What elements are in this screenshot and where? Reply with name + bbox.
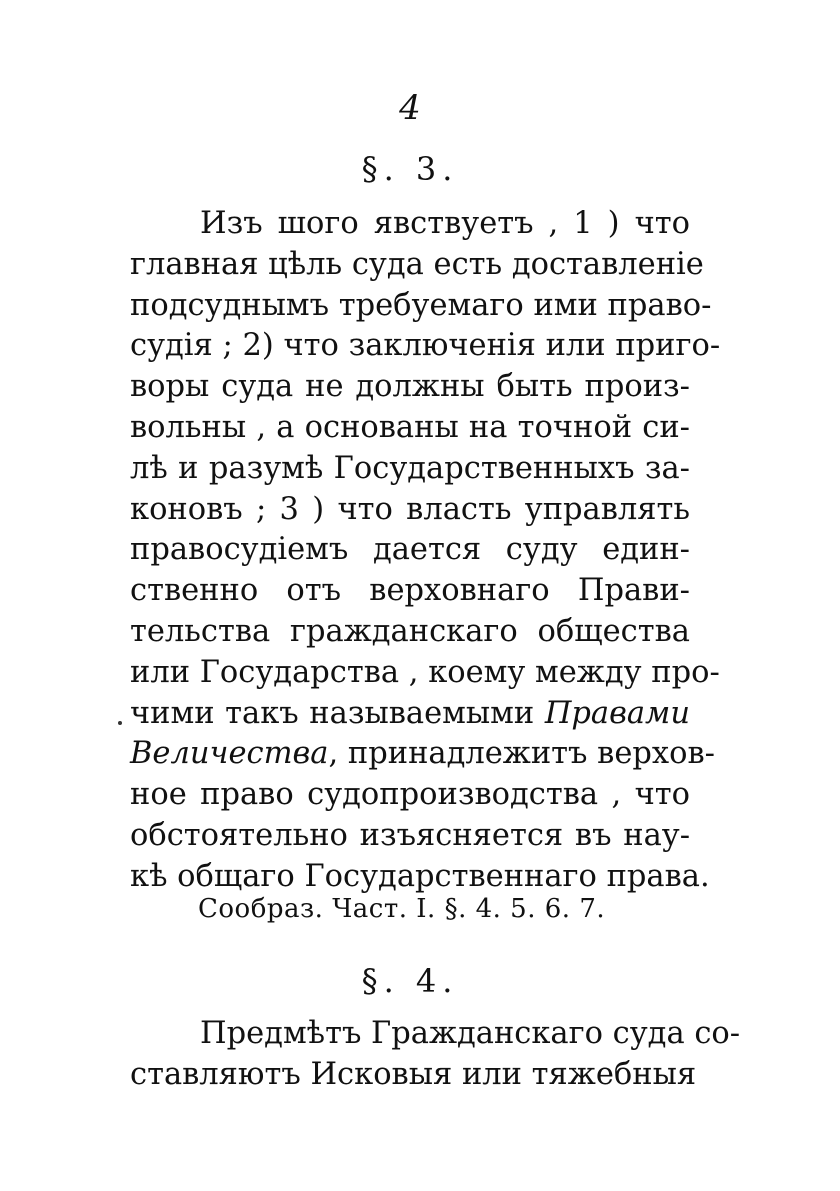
text-line: ственно отъ верховнаго Прави-: [130, 573, 690, 609]
section-4-paragraph: [130, 1014, 741, 1096]
italic-term: Правами: [544, 695, 690, 731]
margin-mark: [118, 721, 122, 725]
text-line: судія ; 2) что заключенія или приго-: [130, 328, 721, 364]
section-3-paragraph: [130, 204, 721, 898]
text-line: коновъ ; 3 ) что власть управлять: [130, 491, 690, 527]
text-line-mixed: [130, 734, 715, 775]
text-line: ное право судопроизводства , что: [130, 777, 690, 813]
text-line: Изъ шого явствуетъ , 1 ) что: [200, 206, 690, 241]
cross-reference: Сообраз. Част. I. §. 4. 5. 6. 7.: [198, 894, 606, 924]
text-line: ставляютъ Исковыя или тяжебныя: [130, 1056, 697, 1092]
text-line: правосудіемъ дается суду един-: [130, 532, 690, 568]
page-number: 4: [399, 88, 421, 128]
text-line: обстоятельно изъясняется въ нау-: [130, 817, 690, 853]
section-heading-3: §. 3.: [361, 150, 459, 188]
text-segment: чими такъ называемыми: [130, 695, 545, 731]
text-line: Предмѣтъ Гражданскаго суда со-: [200, 1016, 741, 1051]
text-segment: , принадлежитъ верхов-: [328, 736, 715, 772]
text-line: подсуднымъ требуемаго ими право-: [130, 287, 712, 323]
section-heading-4: §. 4.: [361, 962, 459, 1000]
text-line: воры суда не должны быть произ-: [130, 369, 690, 405]
text-line-mixed: [130, 694, 690, 735]
italic-term: Величества: [130, 736, 329, 772]
text-line: или Государства , коему между про-: [130, 654, 720, 690]
text-line: вольны , а основаны на точной си-: [130, 409, 690, 445]
text-line: главная цѣль суда есть доставленіе: [130, 246, 704, 282]
text-line: тельства гражданскаго общества: [130, 613, 690, 649]
text-line: кѣ общаго Государственнаго права.: [130, 858, 710, 894]
text-line: лѣ и разумѣ Государственныхъ за-: [130, 450, 690, 486]
